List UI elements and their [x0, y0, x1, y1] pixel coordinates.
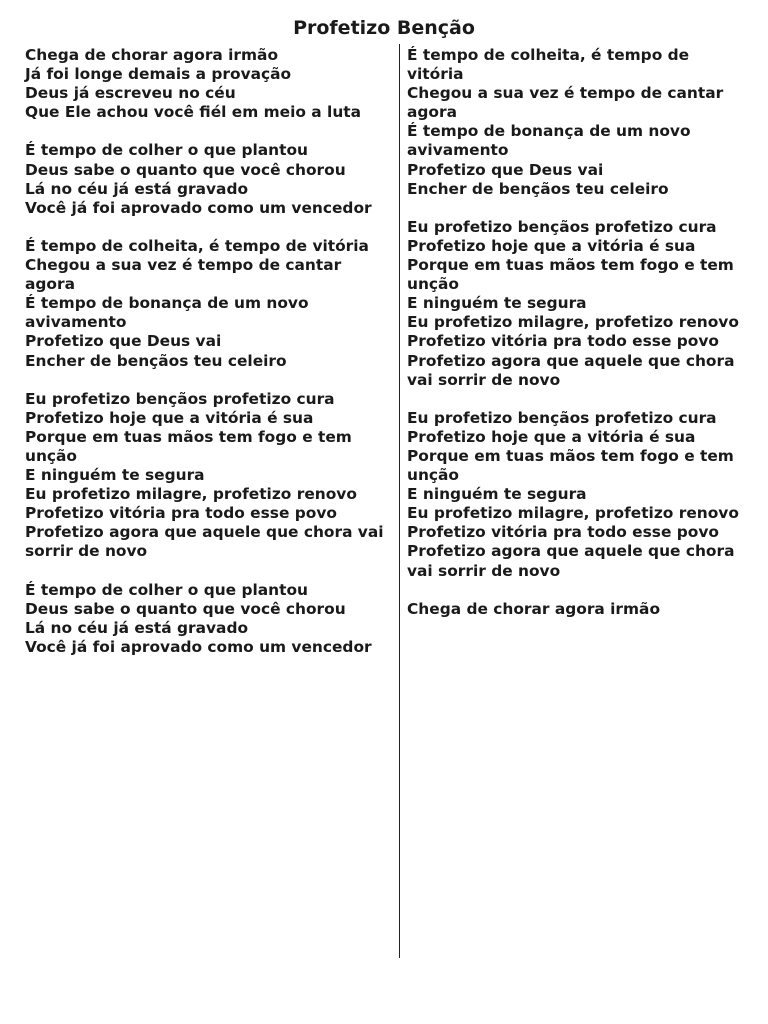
lyric-line: Chegou a sua vez é tempo de cantar agora [25, 256, 342, 294]
lyric-line: Eu profetizo bençãos profetizo cura [25, 389, 335, 408]
stanza [407, 409, 747, 581]
lyric-line: Eu profetizo bençãos profetizo cura [407, 217, 717, 236]
lyric-line: Encher de bençãos teu celeiro [407, 179, 669, 198]
lyric-line: Encher de bençãos teu celeiro [25, 351, 287, 370]
stanza [25, 581, 393, 657]
column-divider [399, 44, 400, 958]
lyric-line: Eu profetizo milagre, profetizo renovo [25, 485, 357, 504]
lyric-line: Eu profetizo milagre, profetizo renovo [407, 504, 739, 523]
stanza [407, 46, 747, 199]
lyric-line: Profetizo agora que aquele que chora vai sorrir de novo [407, 542, 735, 580]
lyric-line: É tempo de colher o que plantou [25, 141, 309, 160]
stanza [25, 141, 393, 217]
lyric-line: Profetizo que Deus vai [25, 332, 222, 351]
lyric-line: Que Ele achou você fiél em meio a luta [25, 103, 362, 122]
lyric-line: Profetizo hoje que a vitória é sua [25, 408, 314, 427]
lyric-line: Eu profetizo bençãos profetizo cura [407, 408, 717, 427]
lyric-line: Profetizo hoje que a vitória é sua [407, 236, 696, 255]
lyric-line: E ninguém te segura [25, 466, 205, 485]
lyric-line: Porque em tuas mãos tem fogo e tem unção [407, 256, 734, 294]
page-title: Profetizo Benção [293, 17, 475, 39]
stanza [407, 218, 747, 390]
lyric-line: É tempo de colher o que plantou [25, 580, 309, 599]
lyric-line: E ninguém te segura [407, 294, 587, 313]
lyric-line: É tempo de bonança de um novo avivamento [25, 294, 309, 332]
lyric-line: Chega de chorar agora irmão [25, 46, 279, 64]
lyric-line: Profetizo hoje que a vitória é sua [407, 427, 696, 446]
lyric-line: Profetizo vitória pra todo esse povo [407, 332, 719, 351]
lyric-line: Profetizo vitória pra todo esse povo [407, 523, 719, 542]
lyric-line: Lá no céu já está gravado [25, 618, 249, 637]
lyric-line: Deus sabe o quanto que você chorou [25, 599, 346, 618]
lyric-line: Profetizo agora que aquele que chora vai sorrir de novo [407, 351, 735, 389]
lyric-line: É tempo de bonança de um novo avivamento [407, 122, 691, 160]
lyric-line: Deus já escreveu no céu [25, 84, 236, 103]
lyric-line: Porque em tuas mãos tem fogo e tem unção [25, 427, 352, 465]
lyric-line: Já foi longe demais a provação [25, 65, 292, 84]
lyric-line: Profetizo agora que aquele que chora vai sorrir de novo [25, 523, 384, 561]
lyrics-right-column [407, 46, 747, 638]
lyric-line: Eu profetizo milagre, profetizo renovo [407, 313, 739, 332]
lyric-line: Você já foi aprovado como um vencedor [25, 637, 372, 656]
stanza [25, 46, 393, 122]
stanza [25, 390, 393, 562]
stanza [25, 237, 393, 371]
lyric-line: Deus sabe o quanto que você chorou [25, 160, 346, 179]
lyric-line: Você já foi aprovado como um vencedor [25, 198, 372, 217]
stanza [407, 600, 747, 619]
lyric-line: Profetizo que Deus vai [407, 160, 604, 179]
lyrics-left-column [25, 46, 393, 676]
lyric-line: É tempo de colheita, é tempo de vitória [407, 46, 690, 84]
lyric-line: Lá no céu já está gravado [25, 179, 249, 198]
lyric-line: Chegou a sua vez é tempo de cantar agora [407, 84, 724, 122]
lyric-line: E ninguém te segura [407, 485, 587, 504]
lyric-line: Profetizo vitória pra todo esse povo [25, 504, 337, 523]
lyric-line: É tempo de colheita, é tempo de vitória [25, 236, 369, 255]
lyric-line: Chega de chorar agora irmão [407, 599, 661, 618]
lyric-line: Porque em tuas mãos tem fogo e tem unção [407, 446, 734, 485]
